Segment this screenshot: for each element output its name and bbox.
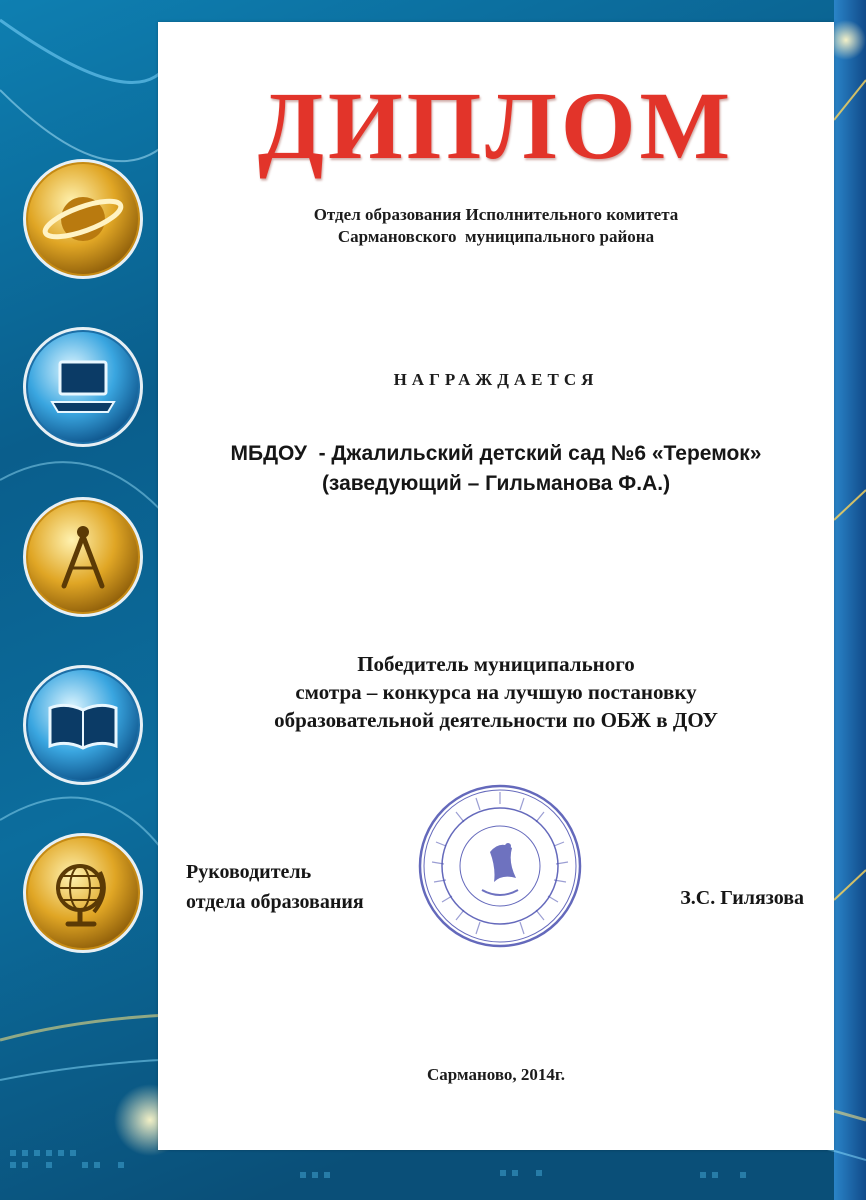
compass-icon	[20, 494, 146, 620]
signer-title-line-1: Руководитель	[186, 861, 312, 883]
issuing-organization	[158, 204, 834, 248]
org-line-2: Сармановского муниципального района	[337, 227, 655, 246]
signer-name: З.С. Гилязова	[680, 887, 804, 909]
laptop-icon	[20, 324, 146, 450]
signer-title-line-2: отдела образования	[186, 891, 364, 913]
reason-line-1: Победитель муниципального	[357, 652, 635, 676]
official-stamp	[416, 782, 584, 950]
place-and-date: Сарманово, 2014г.	[427, 1065, 565, 1084]
globe-icon	[20, 830, 146, 956]
open-book-icon	[20, 662, 146, 788]
globe-medal	[20, 830, 146, 956]
reason-line-2: смотра – конкурса на лучшую постановку	[295, 680, 697, 704]
planet-medal	[20, 156, 146, 282]
recipient-line-1: МБДОУ - Джалильский детский сад №6 «Теремок»	[230, 442, 762, 465]
diploma-title: ДИПЛОМ	[257, 72, 735, 179]
recipient-line-2: (заведующий – Гильманова Ф.А.)	[321, 472, 671, 495]
org-line-1: Отдел образования Исполнительного комитета	[313, 205, 679, 224]
planet-icon	[20, 156, 146, 282]
reason-line-3: образовательной деятельности по ОБЖ в ДОУ	[274, 708, 718, 732]
award-reason	[158, 650, 834, 734]
laptop-medal	[20, 324, 146, 450]
diploma-sheet	[158, 22, 834, 1150]
recipient	[158, 439, 834, 499]
signer-title	[186, 857, 364, 917]
award-heading: НАГРАЖДАЕТСЯ	[393, 370, 599, 389]
compass-medal	[20, 494, 146, 620]
book-medal	[20, 662, 146, 788]
